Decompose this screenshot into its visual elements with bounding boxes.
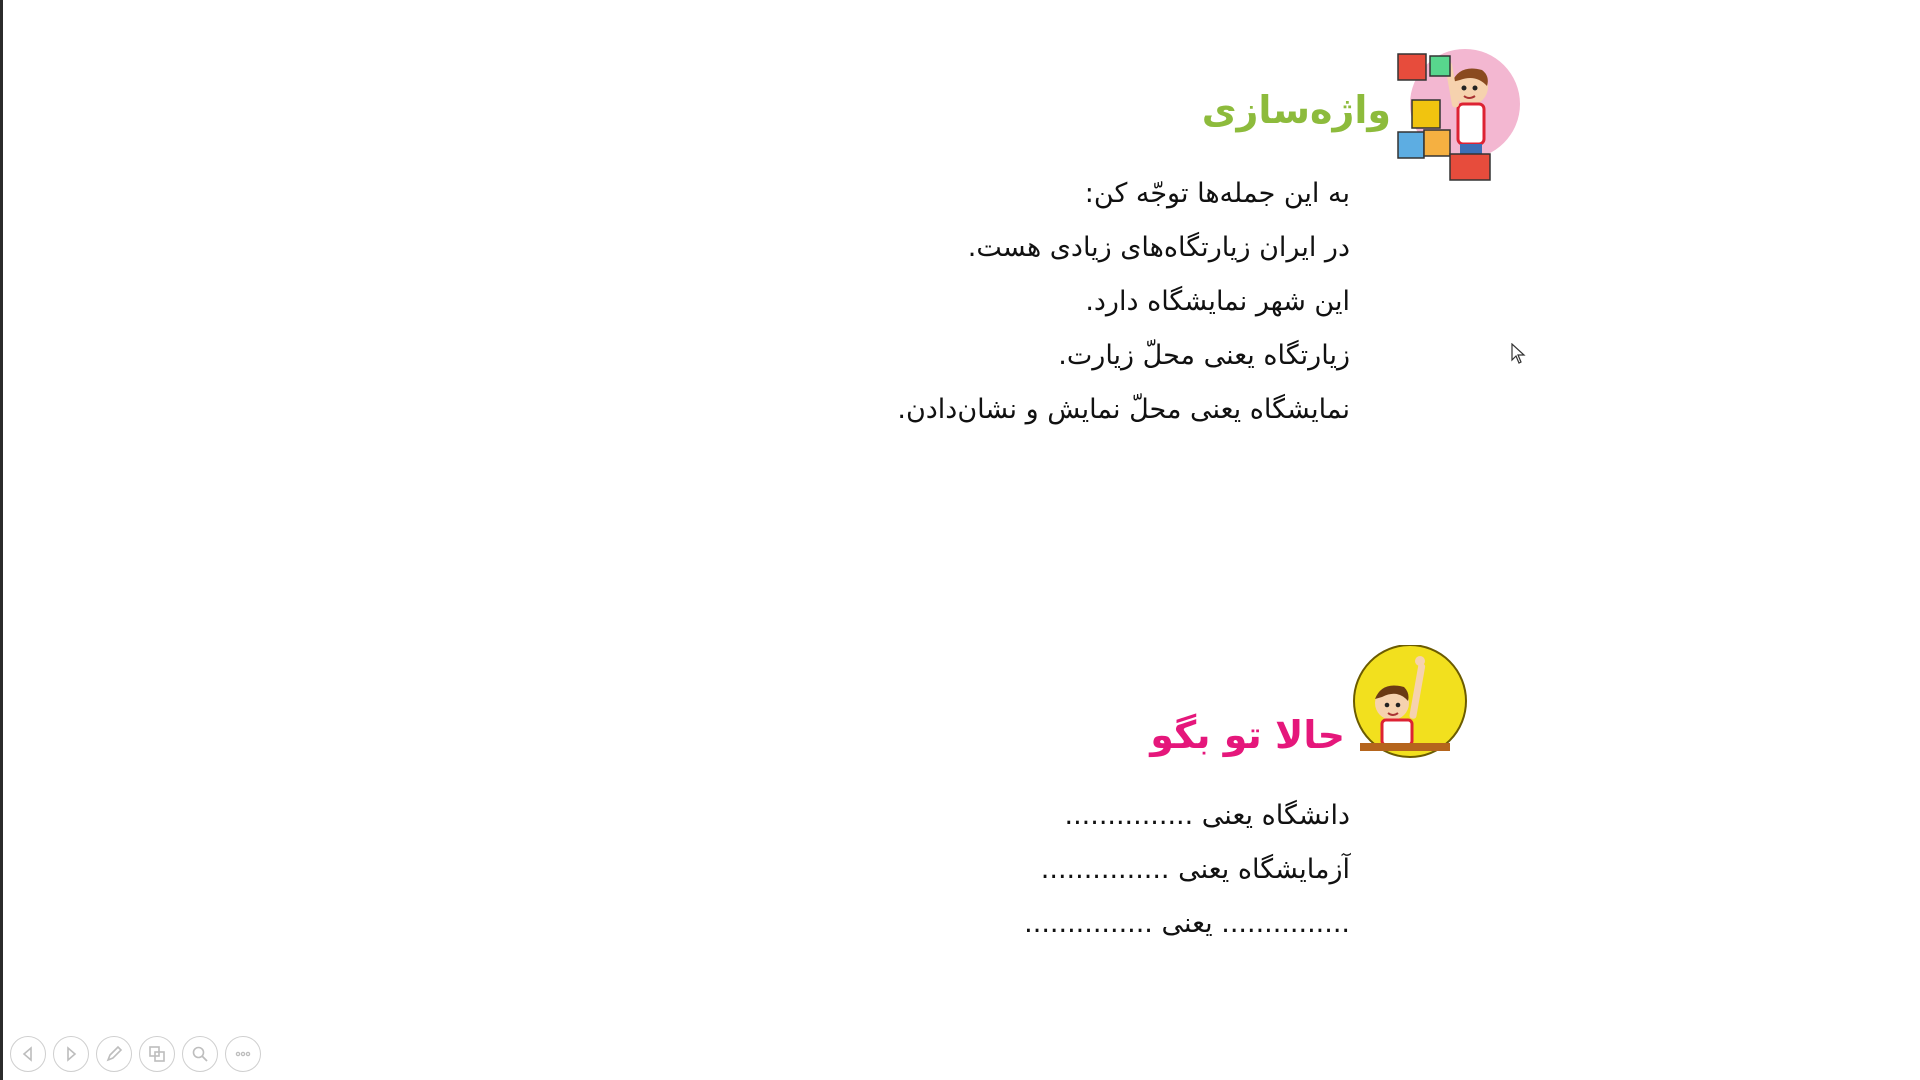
boy-raising-hand-illustration [1340,645,1470,765]
slides-grid-icon [146,1043,168,1065]
next-slide-button[interactable] [53,1036,89,1072]
ellipsis-icon [232,1043,254,1065]
fill-in-line: آزمایشگاه یعنی ............... [1040,854,1350,885]
section-title-vajeh-sazi: واژه‌سازی [1201,88,1391,132]
section-title-hala-to-begu: حالا تو بگو [1150,713,1345,757]
section2-text-block [1024,789,1350,951]
text-line: این شهر نمایشگاه دارد. [1085,286,1350,317]
arrow-left-icon [17,1043,39,1065]
arrow-right-icon [60,1043,82,1065]
text-line: زیارتگاه یعنی محلّ زیارت. [1058,340,1350,371]
text-line: نمایشگاه یعنی محلّ نمایش و نشان‌دادن. [897,394,1350,425]
text-line: در ایران زیارتگاه‌های زیادی هست. [967,232,1350,263]
previous-slide-button[interactable] [10,1036,46,1072]
boy-with-blocks-illustration [1390,42,1520,187]
more-options-button[interactable] [225,1036,261,1072]
section1-text-block [897,167,1350,437]
window-left-edge [0,0,3,1080]
fill-in-line: دانشگاه یعنی ............... [1064,800,1350,831]
text-line: به این جمله‌ها توجّه کن: [1084,178,1350,209]
magnifier-icon [189,1043,211,1065]
see-all-slides-button[interactable] [139,1036,175,1072]
slideshow-toolbar [10,1036,261,1076]
pen-icon [103,1043,125,1065]
pen-tool-button[interactable] [96,1036,132,1072]
fill-in-line: ............... یعنی ............... [1024,908,1350,939]
zoom-button[interactable] [182,1036,218,1072]
mouse-pointer-icon [1511,343,1527,365]
